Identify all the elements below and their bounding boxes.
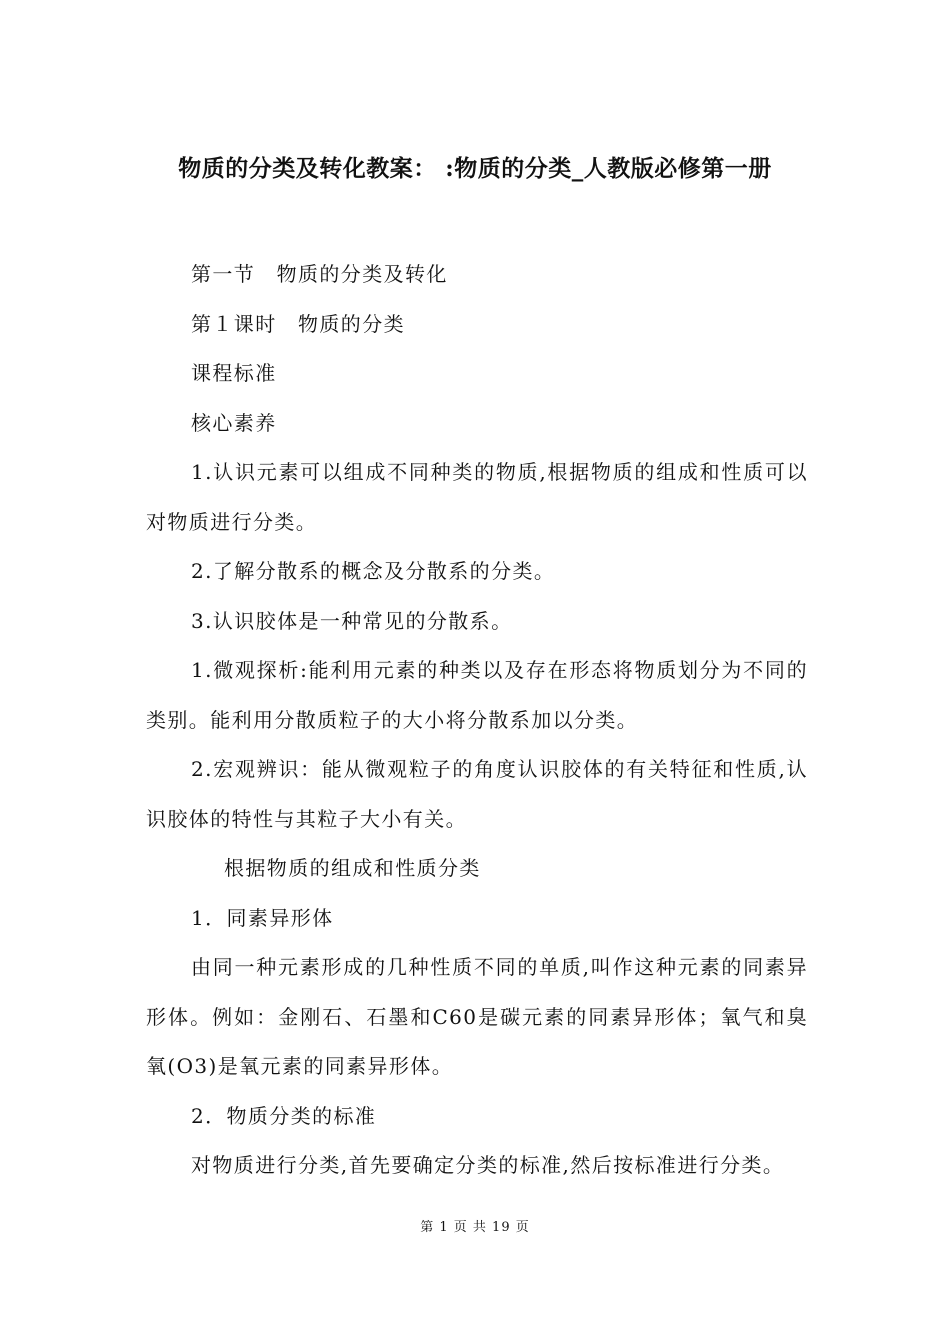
document-title: 物质的分类及转化教案： :物质的分类_人教版必修第一册: [178, 155, 772, 182]
subsection-heading: 根据物质的组成和性质分类: [224, 856, 481, 880]
paragraph: 对物质进行分类,首先要确定分类的标准,然后按标准进行分类。: [191, 1153, 785, 1177]
paragraph: 2．物质分类的标准: [191, 1103, 377, 1128]
document-body: [146, 250, 808, 1191]
section-heading: 第一节 物质的分类及转化: [191, 262, 448, 286]
paragraph: 核心素养: [191, 410, 277, 435]
paragraph: 2.宏观辨识：能从微观粒子的角度认识胶体的有关特征和性质,认识胶体的特性与其粒子大小有关。: [146, 757, 808, 831]
page-footer: 第 1 页 共 19 页: [420, 1220, 530, 1235]
paragraph: 3.认识胶体是一种常见的分散系。: [191, 608, 513, 633]
paragraph: 1．同素异形体: [191, 905, 334, 930]
paragraph: 1.认识元素可以组成不同种类的物质,根据物质的组成和性质可以对物质进行分类。: [146, 460, 808, 534]
paragraph: 1.微观探析:能利用元素的种类以及存在形态将物质划分为不同的类别。能利用分散质粒子的大小将分散系加以分类。: [146, 658, 808, 732]
paragraph: 课程标准: [191, 361, 277, 385]
paragraph: 2.了解分散系的概念及分散系的分类。: [191, 559, 556, 583]
lesson-heading: 第１课时 物质的分类: [191, 311, 405, 336]
paragraph: 由同一种元素形成的几种性质不同的单质,叫作这种元素的同素异形体。例如：金刚石、石墨和C60是碳元素的同素异形体；氧气和臭氧(O3)是氧元素的同素异形体。: [146, 955, 808, 1078]
